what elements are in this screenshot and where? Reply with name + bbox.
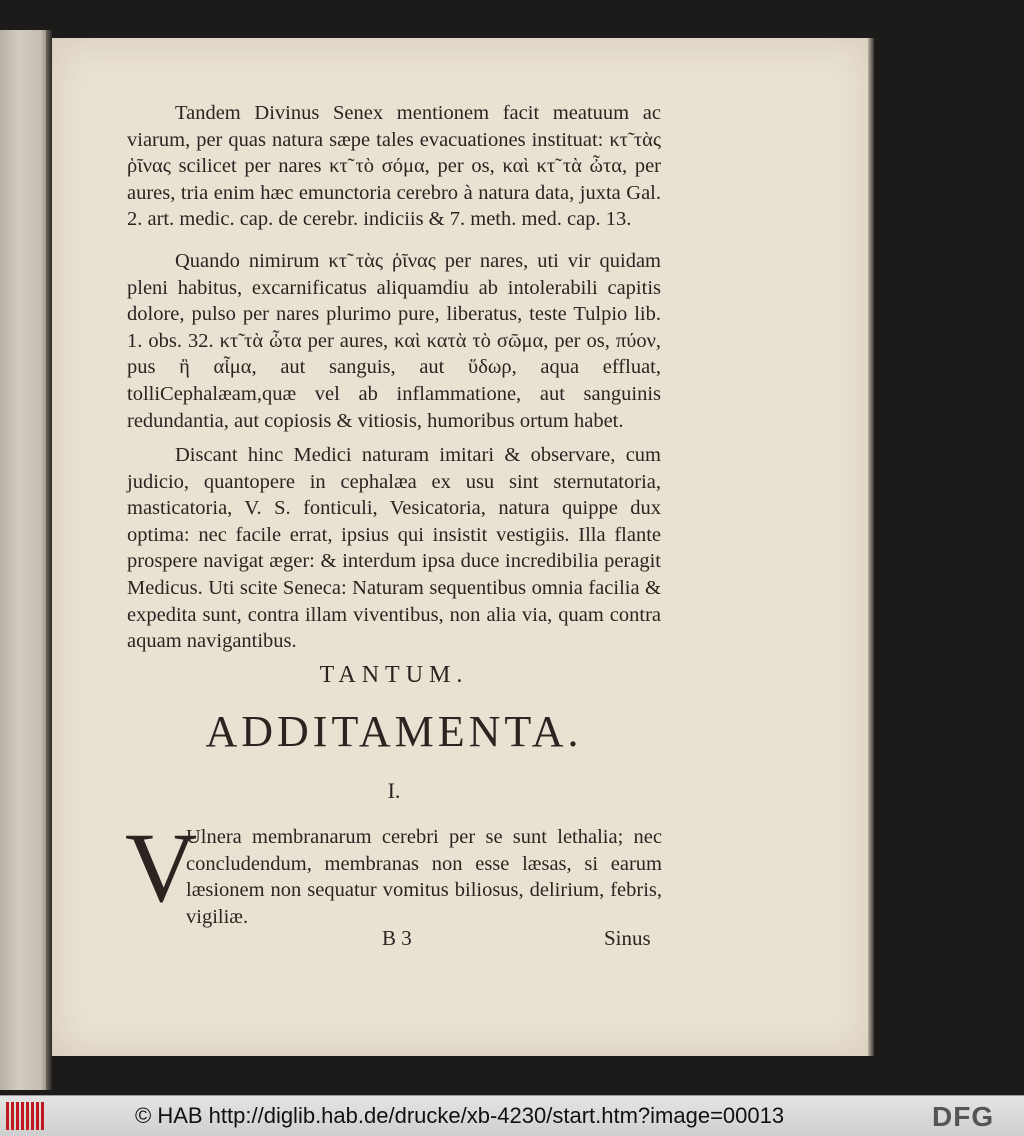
section-number: I. [387,778,401,803]
paragraph-4 [186,824,662,930]
paragraph-3-text: Discant hinc Medici naturam imitari & observare, cum judicio, quantopere in cephalæa ex usu sint sternutatoria, masticatoria, V. S. fonticuli, Vesicatoria, natura quippe dux optima: nec facile errat, ipsius qui insistit vestigiis. Illa flante prospere navigat æger: & interdum ipsa duce incredibilia peragit Medicus. Uti scite Seneca: Naturam sequentibus omnia facilia & expedita sunt, contra illam viventibus, non alia via, quam contra aquam navigantibus. [127,444,661,653]
drop-initial: V [125,812,198,923]
viewer-footer [0,1095,1024,1136]
page-edge [868,38,874,1056]
paragraph-1-text: Tandem Divinus Senex mentionem facit meatuum ac viarum, per quas natura sæpe tales evacuationes instituat: κτ̃ τὰς ῥῖνας scilicet per nares κτ̃ τὸ σόμα, per os, καὶ κτ̃ τὰ ὦτα, per aures, tria enim hæc emunctoria cerebro à natura data, juxta Gal. 2. art. medic. cap. de cerebr. indiciis & 7. meth. med. cap. 13. [127,102,661,231]
heading-additamenta: ADDITAMENTA. [205,707,583,756]
dfg-logo[interactable]: DFG [932,1101,995,1132]
facing-page-edge [0,30,48,1090]
paragraph-1 [127,100,661,233]
signature-mark: B 3 [382,926,412,950]
paragraph-2-text: Quando nimirum κτ̃ τὰς ῥῖνας per nares, uti vir quidam pleni habitus, excarnificatus aliquamdiu ab intolerabili capitis dolore, pulso per nares plurimo pure, liberatus, teste Tulpio lib. 1. obs. 32. κτ̃ τὰ ὦτα per aures, καὶ κατὰ τὸ σῶμα, per os, πύον, pus ἢ αἷμα, aut sanguis, aut ὕδωρ, aqua effluat, tolliCephalæam,quæ vel ab inflammatione, aut sanguinis redundantia, aut copiosis & vitiosis, humoribus ortum habet. [127,250,661,432]
paragraph-2 [127,248,661,434]
hab-barcode-logo-icon[interactable] [6,1102,46,1130]
copyright-url[interactable]: © HAB http://diglib.hab.de/drucke/xb-4230/start.htm?image=00013 [135,1103,785,1128]
heading-tantum: TANTUM. [319,662,469,688]
catchword: Sinus [604,926,651,950]
paragraph-4-text: Ulnera membranarum cerebri per se sunt lethalia; nec concludendum, membranas non esse læsas, si earum læsionem non sequatur vomitus biliosus, delirium, febris, vigiliæ. [186,826,662,928]
paragraph-3 [127,442,661,655]
